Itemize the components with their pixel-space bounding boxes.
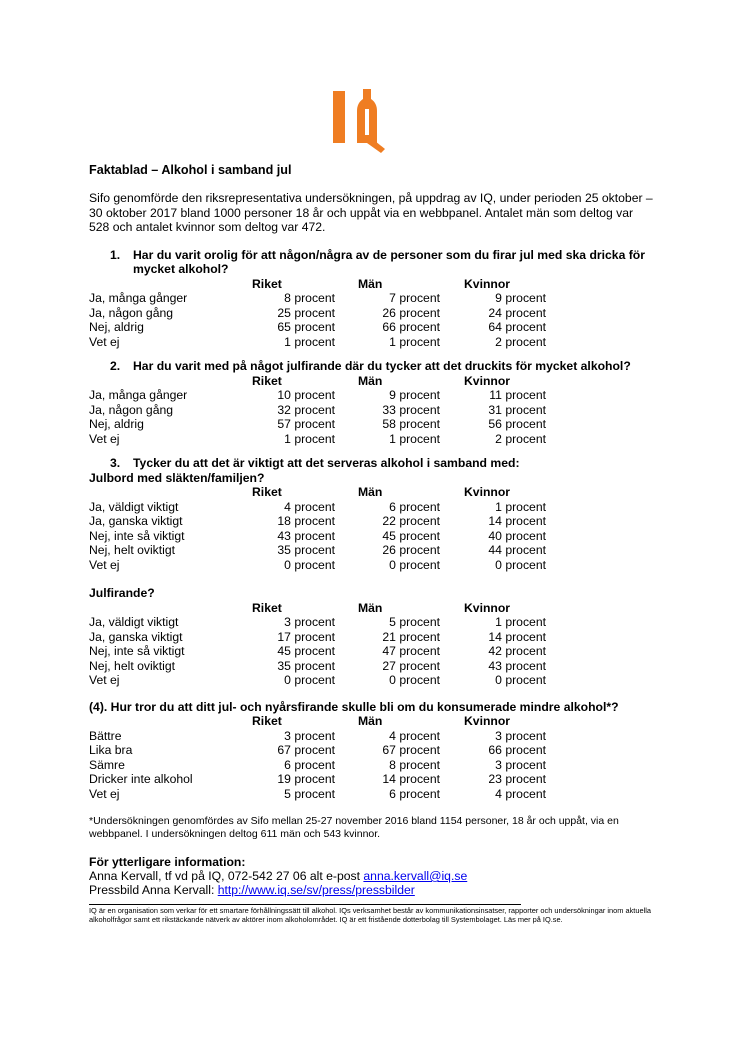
- value-man: 47 procent: [382, 644, 440, 658]
- table-row: [89, 529, 546, 544]
- value-riket: 4 procent: [284, 499, 335, 514]
- value-riket: 32 procent: [277, 402, 335, 417]
- row-label: Ja, väldigt viktigt: [89, 499, 179, 514]
- row-label: Ja, många gånger: [89, 388, 188, 402]
- question-number: 3.: [110, 456, 121, 470]
- value-man: 1 procent: [389, 334, 440, 349]
- table-header: [89, 374, 546, 389]
- iq-logo: [333, 87, 385, 157]
- value-kvinnor: 2 procent: [495, 334, 546, 349]
- value-kvinnor: 1 procent: [495, 615, 546, 629]
- column-header-kvinnor: Kvinnor: [464, 714, 511, 728]
- email-link[interactable]: anna.kervall@iq.se: [363, 869, 468, 883]
- row-label: Vet ej: [89, 786, 120, 801]
- column-header-man: Män: [358, 373, 383, 388]
- contact-line: [89, 869, 659, 883]
- value-man: 8 procent: [389, 757, 440, 772]
- table-row: [89, 306, 546, 321]
- table-row: [89, 388, 546, 403]
- row-label: Ja, väldigt viktigt: [89, 615, 179, 629]
- document-body: [89, 163, 659, 924]
- press-line: [89, 883, 659, 897]
- table-header: [89, 485, 546, 500]
- value-kvinnor: 40 procent: [488, 528, 546, 543]
- question-3: [89, 456, 659, 471]
- value-man: 6 procent: [389, 499, 440, 514]
- value-riket: 57 procent: [277, 417, 335, 431]
- press-text: Pressbild Anna Kervall:: [89, 883, 218, 897]
- value-riket: 0 procent: [284, 673, 335, 687]
- value-riket: 8 procent: [284, 291, 335, 305]
- row-label: Ja, ganska viktigt: [89, 629, 183, 644]
- results-table-q1: [89, 277, 546, 350]
- value-man: 1 procent: [389, 431, 440, 446]
- value-riket: 0 procent: [284, 557, 335, 572]
- value-kvinnor: 0 procent: [495, 673, 546, 687]
- column-header-kvinnor: Kvinnor: [464, 485, 511, 499]
- press-image-link[interactable]: http://www.iq.se/sv/press/pressbilder: [217, 883, 415, 897]
- table-row: [89, 743, 546, 758]
- value-riket: 25 procent: [277, 305, 335, 320]
- value-kvinnor: 42 procent: [488, 644, 546, 658]
- value-man: 58 procent: [382, 417, 440, 431]
- subquestion-title: Julbord med släkten/familjen?: [89, 470, 265, 485]
- value-man: 14 procent: [382, 772, 440, 786]
- row-label: Vet ej: [89, 334, 120, 349]
- table-row: [89, 772, 546, 787]
- contact-text: Anna Kervall, tf vd på IQ, 072-542 27 06 alt e-post: [89, 869, 364, 883]
- value-kvinnor: 56 procent: [488, 417, 546, 431]
- table-row: [89, 543, 546, 558]
- question-text: Tycker du att det är viktigt att det serveras alkohol i samband med:: [133, 456, 520, 470]
- column-header-kvinnor: Kvinnor: [464, 373, 511, 388]
- footnote: *Undersökningen genomfördes av Sifo mellan 25-27 november 2016 bland 1154 personer, 18 år och uppåt, via en webbpanel. I undersökningen deltog 611 män och 543 kvinnor.: [89, 815, 619, 840]
- value-kvinnor: 66 procent: [488, 743, 546, 757]
- row-label: Sämre: [89, 757, 125, 772]
- column-header-kvinnor: Kvinnor: [464, 276, 511, 291]
- value-man: 26 procent: [382, 305, 440, 320]
- value-kvinnor: 3 procent: [495, 728, 546, 743]
- column-header-riket: Riket: [252, 373, 282, 388]
- table-row: [89, 659, 546, 674]
- value-riket: 3 procent: [284, 728, 335, 743]
- row-label: Lika bra: [89, 743, 133, 757]
- value-kvinnor: 2 procent: [495, 431, 546, 446]
- value-man: 33 procent: [382, 402, 440, 417]
- row-label: Vet ej: [89, 557, 120, 572]
- value-riket: 6 procent: [284, 757, 335, 772]
- value-kvinnor: 44 procent: [488, 543, 546, 557]
- question-text: Har du varit med på något julfirande där du tycker att det druckits för mycket alkohol?: [133, 359, 631, 373]
- info-heading: För ytterligare information:: [89, 855, 246, 869]
- document-title: Faktablad – Alkohol i samband jul: [89, 163, 292, 177]
- value-kvinnor: 24 procent: [488, 305, 546, 320]
- table-row: [89, 729, 546, 744]
- value-man: 4 procent: [389, 728, 440, 743]
- value-man: 7 procent: [389, 291, 440, 305]
- row-label: Vet ej: [89, 431, 120, 446]
- value-kvinnor: 1 procent: [495, 499, 546, 514]
- results-table-q2: [89, 374, 546, 447]
- value-riket: 35 procent: [277, 543, 335, 557]
- question-2: [89, 359, 659, 374]
- row-label: Ja, någon gång: [89, 305, 174, 320]
- value-man: 45 procent: [382, 528, 440, 543]
- question-text: Har du varit orolig för att någon/några av de personer som du firar jul med ska dricka för mycket alkohol?: [133, 247, 645, 276]
- value-kvinnor: 14 procent: [488, 514, 546, 528]
- intro-paragraph: Sifo genomförde den riksrepresentativa undersökningen, på uppdrag av IQ, under perioden 25 oktober – 30 oktober 2017 bland 1000 personer 18 år och uppåt via en webbpanel. Antalet män som deltog var 528 och antalet kvinnor som deltog var 472.: [89, 191, 653, 234]
- question-4: (4). Hur tror du att ditt jul- och nyårsfirande skulle bli om du konsumerade mindre alkohol*?: [89, 699, 619, 714]
- table-row: [89, 644, 546, 659]
- value-kvinnor: 3 procent: [495, 757, 546, 772]
- table-row: [89, 673, 546, 688]
- value-riket: 65 procent: [277, 320, 335, 334]
- column-header-kvinnor: Kvinnor: [464, 600, 511, 615]
- value-riket: 67 procent: [277, 743, 335, 757]
- value-man: 5 procent: [389, 615, 440, 629]
- table-row: [89, 291, 546, 306]
- column-header-riket: Riket: [252, 600, 282, 615]
- row-label: Ja, någon gång: [89, 402, 174, 417]
- row-label: Bättre: [89, 728, 122, 743]
- column-header-man: Män: [358, 714, 383, 728]
- value-man: 21 procent: [382, 629, 440, 644]
- footer-divider: [89, 904, 521, 905]
- row-label: Nej, aldrig: [89, 320, 144, 334]
- value-man: 27 procent: [382, 658, 440, 673]
- table-row: [89, 758, 546, 773]
- table-row: [89, 514, 546, 529]
- table-row: [89, 787, 546, 802]
- value-kvinnor: 43 procent: [488, 658, 546, 673]
- value-kvinnor: 0 procent: [495, 557, 546, 572]
- table-row: [89, 615, 546, 630]
- value-man: 6 procent: [389, 786, 440, 801]
- table-row: [89, 500, 546, 515]
- value-riket: 43 procent: [277, 528, 335, 543]
- question-1: [89, 248, 659, 277]
- table-row: [89, 630, 546, 645]
- about-iq-text: IQ är en organisation som verkar för ett smartare förhållningssätt till alkohol. IQs verksamhet består av kommunikationsinsatser, rapporter och undersökningar inom aktuella alkoholfrågor samt ett rikstäckande nätverk av aktörer inom alkoholområdet. IQ är ett fristående dotterbolag till Systembolaget. Läs mer på IQ.se.: [89, 906, 651, 925]
- column-header-man: Män: [358, 485, 383, 499]
- subquestion-title: Julfirande?: [89, 586, 155, 600]
- column-header-man: Män: [358, 276, 383, 291]
- value-kvinnor: 11 procent: [489, 388, 546, 402]
- value-kvinnor: 64 procent: [488, 320, 546, 334]
- value-riket: 45 procent: [277, 644, 335, 658]
- table-header: [89, 714, 546, 729]
- results-table-q3b: [89, 601, 546, 688]
- row-label: Ja, många gånger: [89, 291, 188, 305]
- table-row: [89, 320, 546, 335]
- table-header: [89, 277, 546, 292]
- value-man: 9 procent: [389, 388, 440, 402]
- results-table-q3a: [89, 485, 546, 572]
- column-header-riket: Riket: [252, 485, 282, 499]
- value-riket: 17 procent: [277, 629, 335, 644]
- value-kvinnor: 31 procent: [488, 402, 546, 417]
- column-header-riket: Riket: [252, 276, 282, 291]
- row-label: Dricker inte alkohol: [89, 772, 193, 786]
- row-label: Vet ej: [89, 673, 120, 687]
- value-man: 67 procent: [382, 743, 440, 757]
- value-kvinnor: 23 procent: [488, 772, 546, 786]
- table-header: [89, 601, 546, 616]
- value-riket: 5 procent: [284, 786, 335, 801]
- value-kvinnor: 4 procent: [495, 786, 546, 801]
- value-riket: 35 procent: [277, 658, 335, 673]
- table-row: [89, 335, 546, 350]
- column-header-man: Män: [358, 600, 383, 615]
- value-man: 66 procent: [382, 320, 440, 334]
- value-man: 22 procent: [382, 514, 440, 528]
- question-number: 1.: [110, 247, 121, 262]
- value-man: 26 procent: [382, 543, 440, 557]
- value-man: 0 procent: [389, 557, 440, 572]
- row-label: Nej, helt oviktigt: [89, 658, 176, 673]
- value-riket: 18 procent: [277, 514, 335, 528]
- value-man: 0 procent: [389, 673, 440, 687]
- table-row: [89, 417, 546, 432]
- column-header-riket: Riket: [252, 714, 282, 728]
- row-label: Nej, inte så viktigt: [89, 644, 185, 658]
- value-kvinnor: 14 procent: [488, 629, 546, 644]
- value-riket: 10 procent: [277, 388, 335, 402]
- value-kvinnor: 9 procent: [495, 291, 546, 305]
- table-row: [89, 558, 546, 573]
- row-label: Nej, inte så viktigt: [89, 528, 185, 543]
- value-riket: 3 procent: [284, 615, 335, 629]
- table-row: [89, 403, 546, 418]
- value-riket: 19 procent: [277, 772, 335, 786]
- question-number: 2.: [110, 359, 121, 373]
- value-riket: 1 procent: [284, 334, 335, 349]
- table-row: [89, 432, 546, 447]
- value-riket: 1 procent: [284, 431, 335, 446]
- row-label: Nej, aldrig: [89, 417, 144, 431]
- row-label: Ja, ganska viktigt: [89, 514, 183, 528]
- results-table-q4: [89, 714, 546, 801]
- row-label: Nej, helt oviktigt: [89, 543, 176, 557]
